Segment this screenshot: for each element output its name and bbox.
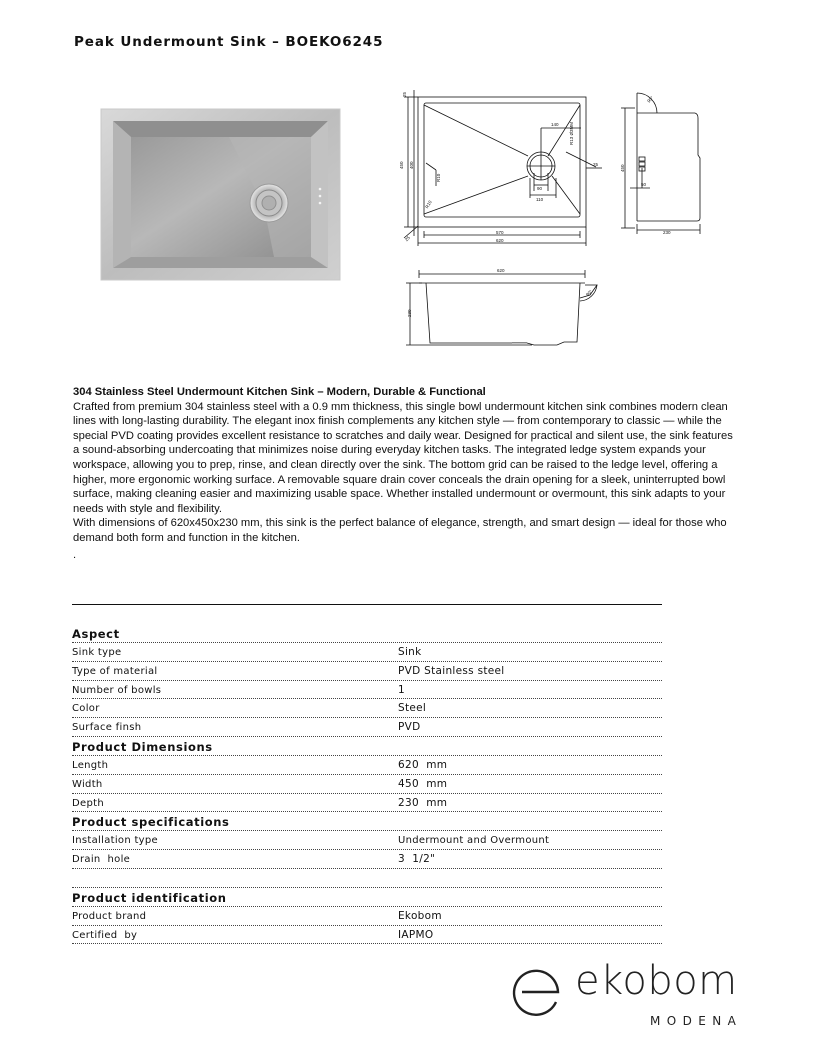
logo-e-mark-icon xyxy=(512,968,564,1020)
description-heading: 304 Stainless Steel Undermount Kitchen Sink – Modern, Durable & Functional xyxy=(73,386,486,398)
front-view-drawing xyxy=(402,265,607,350)
svg-text:R10: R10 xyxy=(424,199,433,210)
svg-text:400: 400 xyxy=(409,161,414,169)
row-value: IAPMO xyxy=(398,928,434,941)
top-view-drawing xyxy=(396,88,608,248)
table-row xyxy=(72,681,662,700)
row-value: PVD xyxy=(398,721,421,734)
row-label: Depth xyxy=(72,797,104,809)
svg-text:90°: 90° xyxy=(584,288,594,298)
row-value: Steel xyxy=(398,702,427,715)
table-row xyxy=(72,794,662,813)
svg-text:90: 90 xyxy=(537,186,543,191)
row-label: Sink type xyxy=(72,647,122,658)
svg-text:450: 450 xyxy=(399,161,404,169)
row-label: Width xyxy=(72,778,103,790)
row-value: Sink xyxy=(398,646,422,658)
svg-text:620: 620 xyxy=(496,238,504,243)
svg-text:450: 450 xyxy=(620,164,625,172)
svg-text:50: 50 xyxy=(641,182,647,187)
row-label: Drain hole xyxy=(72,854,131,866)
table-row xyxy=(72,662,662,681)
svg-text:230: 230 xyxy=(407,309,412,317)
row-label: Product brand xyxy=(72,910,147,922)
svg-text:R13 Ø3MM: R13 Ø3MM xyxy=(569,121,574,145)
table-row xyxy=(72,699,662,718)
row-value: 450 mm xyxy=(398,777,448,790)
row-value: Ekobom xyxy=(398,909,442,922)
logo-subtitle: MODENA xyxy=(650,1014,743,1028)
page-title: Peak Undermount Sink – BOEKO6245 xyxy=(74,34,384,50)
table-row xyxy=(72,907,662,926)
table-row xyxy=(72,718,662,737)
svg-text:25: 25 xyxy=(593,162,599,167)
product-photo xyxy=(99,107,342,282)
brand-logo xyxy=(512,958,743,1032)
side-view-drawing xyxy=(620,88,705,238)
product-description xyxy=(73,385,738,562)
spec-table xyxy=(72,624,662,944)
description-paragraph-1: Crafted from premium 304 stainless steel with a 0.9 mm thickness, this single bowl undermount kitchen sink combines modern clean lines with long-lasting durability. The elegant inox finish complements any kitchen style — from contemporary to classic — while the special PVD coating provides excellent resistance to scratches and daily wear. Designed for practical and silent use, the sink features a sound-absorbing undercoating that minimizes noise during everyday kitchen tasks. The integrated ledge system expands your workspace, allowing you to prep, rinse, and clean directly over the sink. The bottom grid can be raised to the ledge level, offering a higher, more ergonomic working surface. A removable square drain cover conceals the drain opening for a sleek, uninterrupted bowl surface, making cleaning easier and maximizing usable space. Whether installed undermount or overmount, this sink adapts to your needs with style and flexibility. xyxy=(73,400,733,515)
row-value: Undermount and Overmount xyxy=(398,835,550,847)
svg-text:25: 25 xyxy=(403,235,411,243)
row-value: 620 mm xyxy=(398,758,448,771)
section-title-aspect: Aspect xyxy=(72,624,662,643)
description-trailing: . xyxy=(73,548,77,561)
table-row xyxy=(72,775,662,794)
svg-text:110: 110 xyxy=(536,197,544,202)
description-paragraph-2: With dimensions of 620x450x230 mm, this sink is the perfect balance of elegance, strength, and smart design — ideal for those who demand both form and function in the kitchen. xyxy=(73,517,727,544)
row-label: Length xyxy=(72,759,109,771)
svg-text:570: 570 xyxy=(496,230,504,235)
svg-text:140: 140 xyxy=(551,122,559,127)
svg-text:620: 620 xyxy=(497,268,505,273)
svg-text:R10: R10 xyxy=(436,173,441,182)
row-value: 3 1/2" xyxy=(398,853,436,866)
svg-text:25: 25 xyxy=(402,91,407,97)
section-title-dimensions: Product Dimensions xyxy=(72,737,662,756)
table-row xyxy=(72,831,662,850)
row-value: 1 xyxy=(398,683,405,696)
row-label: Surface finsh xyxy=(72,722,142,734)
row-value: 230 mm xyxy=(398,796,448,809)
table-row xyxy=(72,850,662,869)
svg-text:230: 230 xyxy=(663,230,671,235)
table-spacer xyxy=(72,869,662,888)
row-label: Certified by xyxy=(72,929,138,941)
logo-wordmark: ekobom xyxy=(575,958,738,1004)
table-row xyxy=(72,926,662,945)
table-row xyxy=(72,756,662,775)
table-row xyxy=(72,643,662,662)
section-divider xyxy=(72,604,662,605)
section-title-identification: Product identification xyxy=(72,888,662,907)
section-title-specifications: Product specifications xyxy=(72,812,662,831)
svg-text:90°: 90° xyxy=(646,95,655,104)
row-label: Number of bowls xyxy=(72,684,162,696)
row-label: Installation type xyxy=(72,835,159,847)
row-value: PVD Stainless steel xyxy=(398,664,505,677)
row-label: Color xyxy=(72,703,100,715)
row-label: Type of material xyxy=(72,665,158,677)
